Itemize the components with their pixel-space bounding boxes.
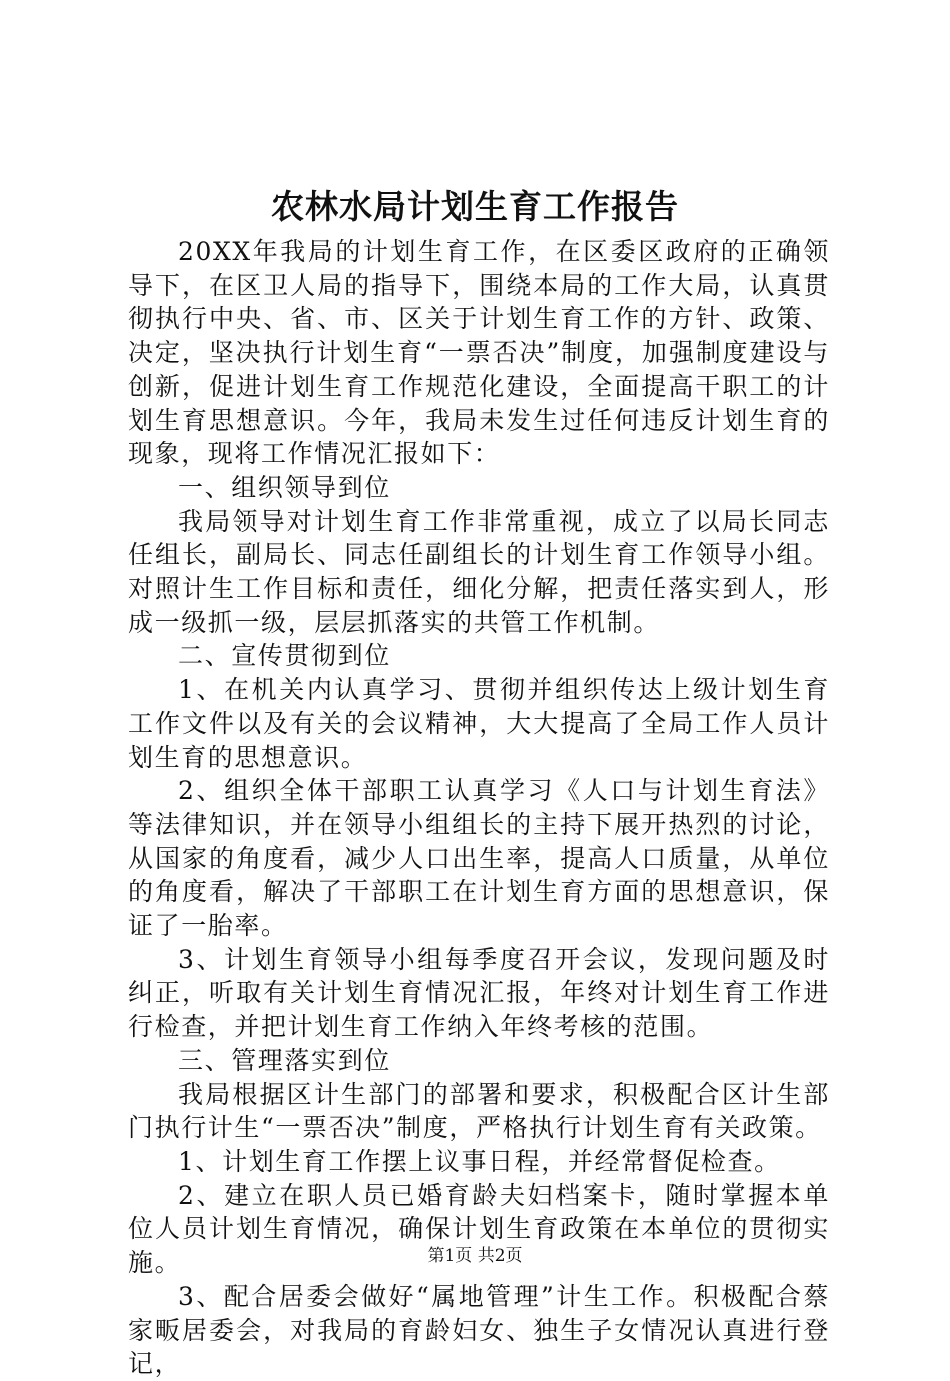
section-heading-2: 二、宣传贯彻到位 [178, 641, 391, 671]
paragraph-section-3-item-3: 3、配合居委会做好“属地管理”计生工作。积极配合蔡家畈居委会，对我局的育龄妇女、独生子女情况认真进行登记， [128, 1281, 830, 1379]
paragraph-section-1: 我局领导对计划生育工作非常重视，成立了以局长同志任组长，副局长、同志任副组长的计划生育工作领导小组。对照计生工作目标和责任，细化分解，把责任落实到人，形成一级抓一级，层层抓落实的共管工作机制。 [128, 506, 830, 637]
paragraph-intro: 20XX年我局的计划生育工作，在区委区政府的正确领导下，在区卫人局的指导下，围绕本局的工作大局，认真贯彻执行中央、省、市、区关于计划生育工作的方针、政策、决定，坚决执行计划生育“一票否决”制度，加强制度建设与创新，促进计划生育工作规范化建设，全面提高干职工的计划生育思想意识。今年，我局未发生过任何违反计划生育的现象，现将工作情况汇报如下： [128, 237, 830, 469]
document-body [128, 235, 830, 1381]
section-heading-1: 一、组织领导到位 [178, 472, 391, 502]
paragraph-section-2-item-1: 1、在机关内认真学习、贯彻并组织传达上级计划生育工作文件以及有关的会议精神，大大提高了全局工作人员计划生育的思想意识。 [128, 675, 830, 772]
paragraph-section-3-item-2: 2、建立在职人员已婚育龄夫妇档案卡，随时掌握本单位人员计划生育情况，确保计划生育政策在本单位的贯彻实施。 [128, 1180, 830, 1278]
paragraph-section-2-item-3: 3、计划生育领导小组每季度召开会议，发现问题及时纠正，听取有关计划生育情况汇报，年终对计划生育工作进行检查，并把计划生育工作纳入年终考核的范围。 [128, 944, 830, 1042]
page-title: 农林水局计划生育工作报告 [271, 187, 679, 226]
page-footer: 第1页 共2页 [427, 1246, 523, 1266]
section-heading-3: 三、管理落实到位 [178, 1045, 391, 1075]
paragraph-section-3-item-1: 1、计划生育工作摆上议事日程，并经常督促检查。 [178, 1146, 781, 1176]
paragraph-section-3-intro: 我局根据区计生部门的部署和要求，积极配合区计生部门执行计生“一票否决”制度，严格执行计划生育有关政策。 [128, 1079, 830, 1143]
paragraph-section-2-item-2: 2、组织全体干部职工认真学习《人口与计划生育法》等法律知识，并在领导小组组长的主持下展开热烈的讨论，从国家的角度看，减少人口出生率，提高人口质量，从单位的角度看，解决了干部职工在计划生育方面的思想意识，保证了一胎率。 [128, 776, 830, 941]
